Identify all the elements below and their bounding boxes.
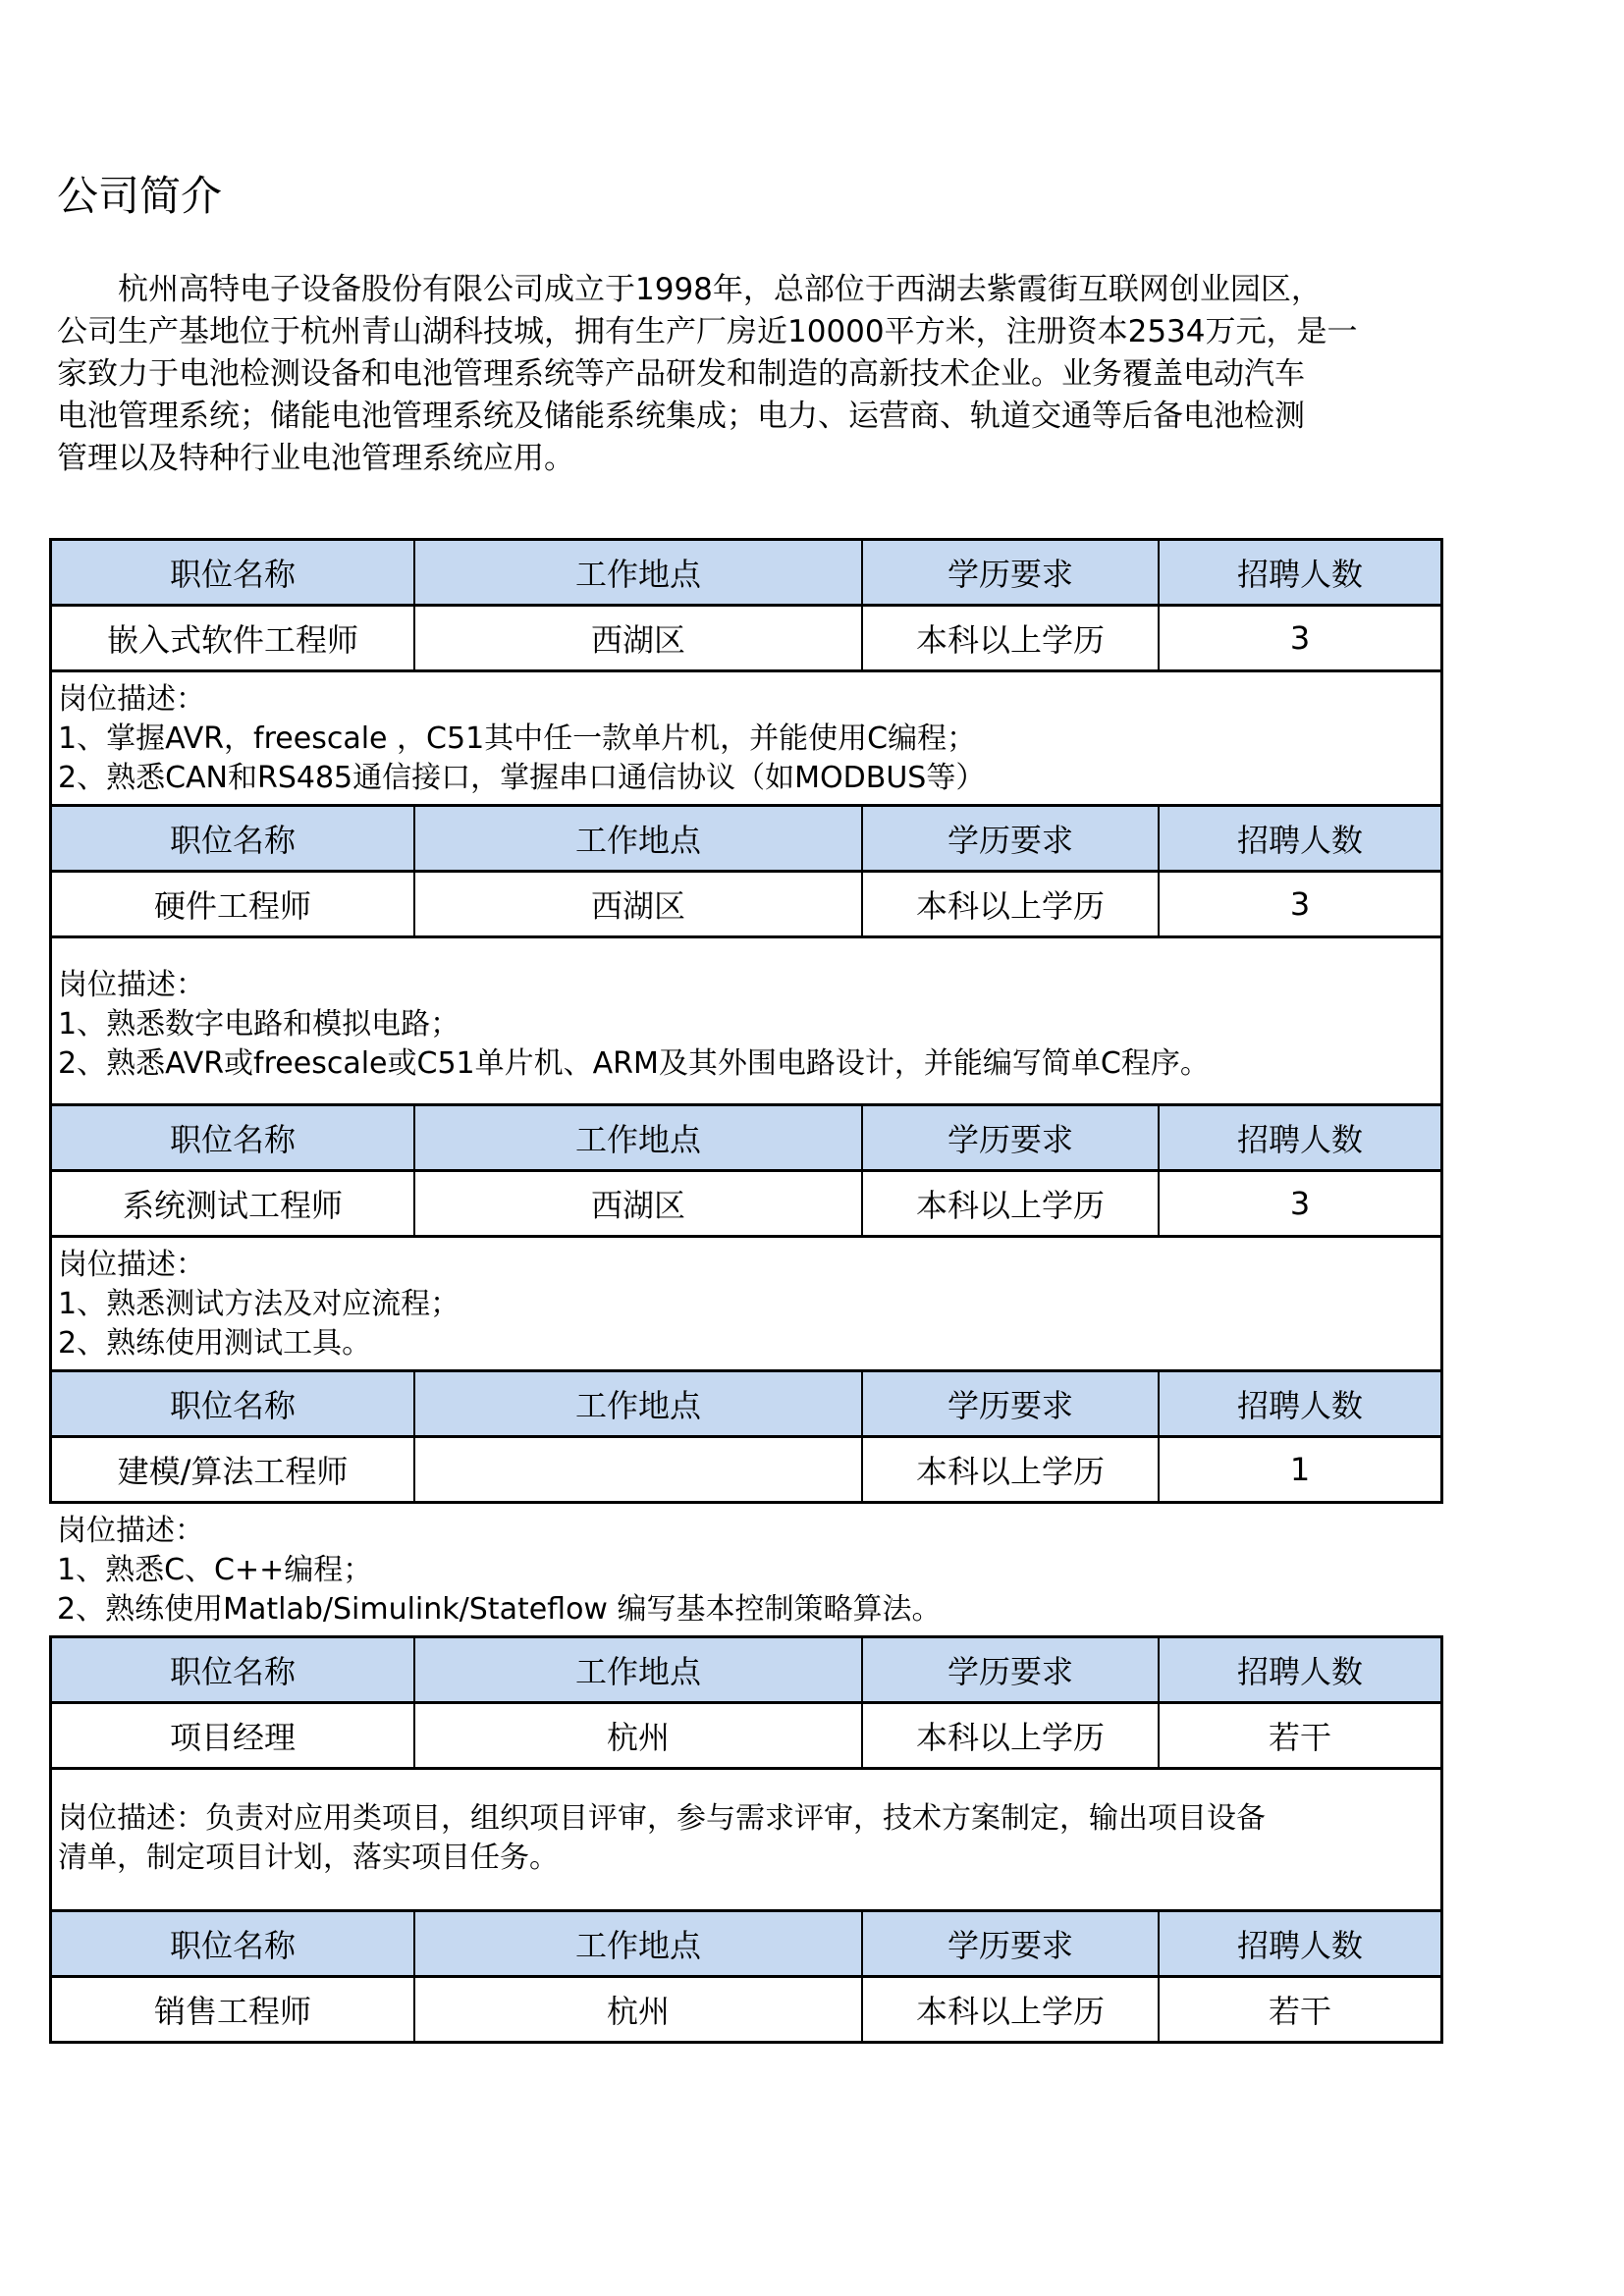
job-position: 嵌入式软件工程师	[52, 607, 415, 669]
header-count: 招聘人数	[1236, 556, 1363, 593]
header-location: 工作地点	[415, 1638, 863, 1701]
header-location: 工作地点	[415, 1912, 863, 1975]
job-count: 3	[1289, 885, 1311, 923]
intro-line: 家致力于电池检测设备和电池管理系统等产品研发和制造的高新技术企业。业务覆盖电动汽车	[57, 356, 1305, 392]
job-count: 1	[1289, 1451, 1311, 1488]
job-row	[49, 873, 1443, 938]
header-education: 学历要求	[863, 541, 1160, 604]
job-position: 项目经理	[52, 1704, 415, 1767]
job-education: 本科以上学历	[863, 1704, 1160, 1767]
job-location: 杭州	[415, 1978, 863, 2041]
job-row	[49, 1172, 1443, 1238]
job-count: 若干	[1268, 1719, 1331, 1756]
job-location: 杭州	[415, 1704, 863, 1767]
intro-line: 杭州高特电子设备股份有限公司成立于1998年，总部位于西湖去紫霞街互联网创业园区，	[118, 272, 1322, 307]
job-description	[49, 938, 1443, 1103]
table-header-row	[49, 1369, 1443, 1438]
desc-line: 1、掌握AVR，freescale ，C51其中任一款单片机，并能使用C编程；	[58, 721, 977, 756]
table-header-row	[49, 1635, 1443, 1704]
header-count: 招聘人数	[1236, 1387, 1363, 1424]
intro-line: 管理以及特种行业电池管理系统应用。	[57, 441, 574, 476]
table-header-row	[49, 1103, 1443, 1172]
job-description	[49, 1504, 1443, 1635]
job-table	[49, 538, 1443, 2044]
job-position: 系统测试工程师	[52, 1172, 415, 1235]
header-count: 招聘人数	[1236, 1653, 1363, 1690]
job-position: 硬件工程师	[52, 873, 415, 935]
header-location: 工作地点	[415, 541, 863, 604]
job-count: 若干	[1268, 1993, 1331, 2030]
job-location	[415, 1438, 863, 1501]
header-education: 学历要求	[863, 807, 1160, 870]
job-description	[49, 1770, 1443, 1909]
header-education: 学历要求	[863, 1912, 1160, 1975]
job-description	[49, 1238, 1443, 1369]
table-header-row	[49, 538, 1443, 607]
header-position: 职位名称	[52, 807, 415, 870]
header-position: 职位名称	[52, 1372, 415, 1435]
job-education: 本科以上学历	[863, 1978, 1160, 2041]
desc-line: 1、熟悉测试方法及对应流程；	[58, 1287, 460, 1321]
header-education: 学历要求	[863, 1106, 1160, 1169]
header-location: 工作地点	[415, 1106, 863, 1169]
company-intro	[57, 269, 1432, 480]
job-row	[49, 1978, 1443, 2044]
table-header-row	[49, 1909, 1443, 1978]
job-location: 西湖区	[415, 607, 863, 669]
job-location: 西湖区	[415, 873, 863, 935]
header-education: 学历要求	[863, 1638, 1160, 1701]
job-row	[49, 1438, 1443, 1504]
table-header-row	[49, 804, 1443, 873]
intro-line: 电池管理系统；储能电池管理系统及储能系统集成；电力、运营商、轨道交通等后备电池检测	[57, 399, 1305, 434]
job-description	[49, 672, 1443, 804]
desc-line: 2、熟悉AVR或freescale或C51单片机、ARM及其外围电路设计，并能编写简单C程序。	[58, 1046, 1210, 1081]
header-position: 职位名称	[52, 1638, 415, 1701]
header-position: 职位名称	[52, 541, 415, 604]
header-education: 学历要求	[863, 1372, 1160, 1435]
job-education: 本科以上学历	[863, 873, 1160, 935]
desc-line: 2、熟练使用Matlab/Simulink/Stateflow 编写基本控制策略算法。	[57, 1592, 942, 1627]
job-position: 建模/算法工程师	[52, 1438, 415, 1501]
desc-line: 岗位描述：	[57, 1514, 204, 1548]
header-count: 招聘人数	[1236, 1121, 1363, 1158]
desc-line: 清单，制定项目计划，落实项目任务。	[58, 1841, 559, 1875]
header-position: 职位名称	[52, 1912, 415, 1975]
header-count: 招聘人数	[1236, 1927, 1363, 1964]
page-title: 公司简介	[57, 172, 223, 220]
desc-line: 1、熟悉C、C++编程；	[57, 1553, 373, 1587]
job-position: 销售工程师	[52, 1978, 415, 2041]
desc-line: 岗位描述：	[58, 682, 205, 717]
desc-line: 岗位描述：	[58, 968, 205, 1002]
desc-line: 1、熟悉数字电路和模拟电路；	[58, 1007, 460, 1041]
job-count: 3	[1289, 1185, 1311, 1222]
header-location: 工作地点	[415, 807, 863, 870]
intro-line: 公司生产基地位于杭州青山湖科技城，拥有生产厂房近10000平方米，注册资本2534万元，是一	[57, 314, 1358, 349]
desc-line: 岗位描述：	[58, 1248, 205, 1282]
header-count: 招聘人数	[1236, 822, 1363, 859]
header-location: 工作地点	[415, 1372, 863, 1435]
desc-line: 2、熟悉CAN和RS485通信接口，掌握串口通信协议（如MODBUS等）	[58, 761, 986, 795]
header-position: 职位名称	[52, 1106, 415, 1169]
desc-line: 岗位描述：负责对应用类项目，组织项目评审，参与需求评审，技术方案制定，输出项目设备	[58, 1801, 1266, 1836]
job-education: 本科以上学历	[863, 1438, 1160, 1501]
job-count: 3	[1289, 619, 1311, 657]
job-location: 西湖区	[415, 1172, 863, 1235]
desc-line: 2、熟练使用测试工具。	[58, 1326, 372, 1361]
job-row	[49, 607, 1443, 672]
job-row	[49, 1704, 1443, 1770]
job-education: 本科以上学历	[863, 607, 1160, 669]
job-education: 本科以上学历	[863, 1172, 1160, 1235]
